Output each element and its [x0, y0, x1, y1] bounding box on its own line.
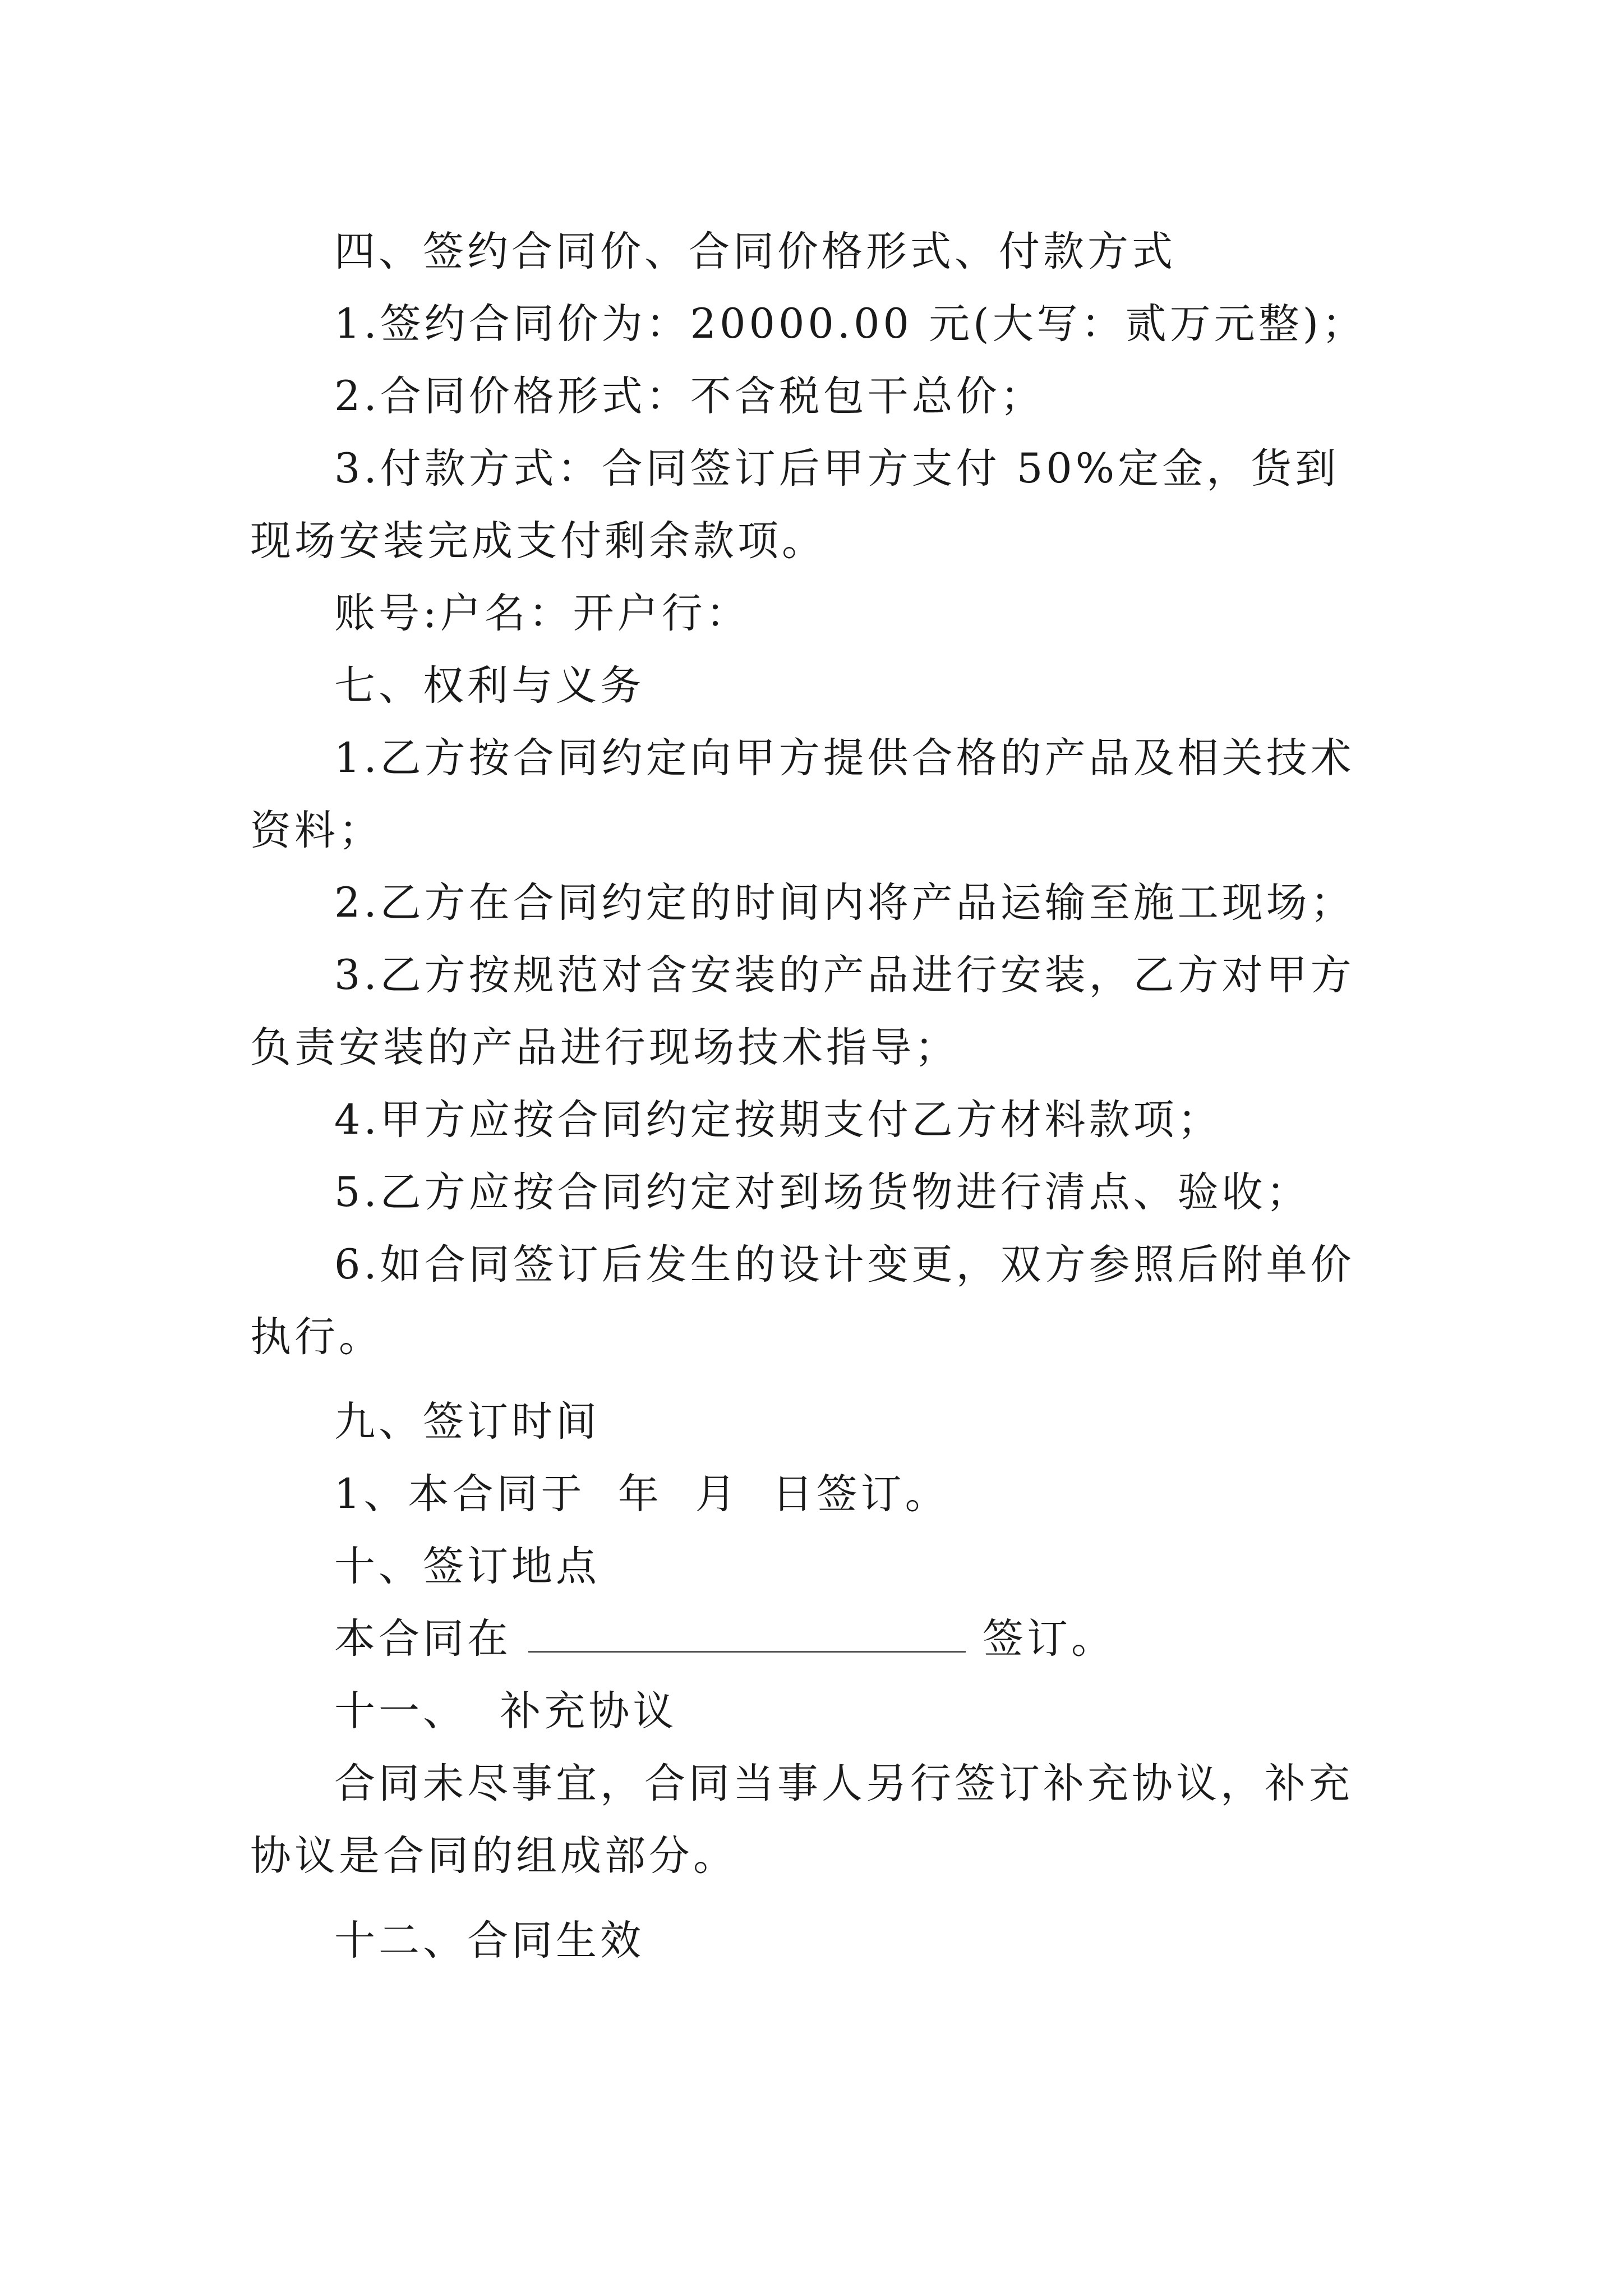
section-heading-supplementary: 十一、 补充协议	[334, 1687, 677, 1735]
payment-method-clause: 3.付款方式：合同签订后甲方支付 50%定金，货到现场安装完成支付剩余款项。	[250, 445, 1340, 565]
signing-date-line: 1、本合同于 年 月 日签订。	[334, 1470, 949, 1518]
obligation-item-1: 1.乙方按合同约定向甲方提供合格的产品及相关技术资料；	[250, 734, 1355, 854]
contract-price-clause: 1.签约合同价为：20000.00 元(大写：贰万元整)；	[334, 300, 1367, 348]
signing-place-prefix: 本合同在	[334, 1615, 511, 1663]
price-form-clause: 2.合同价格形式：不含税包干总价；	[334, 372, 1045, 420]
supplementary-clause: 合同未尽事宜，合同当事人另行签订补充协议，补充协议是合同的组成部分。	[250, 1760, 1353, 1880]
section-heading-price-payment: 四、签约合同价、合同价格形式、付款方式	[334, 228, 1176, 275]
signing-place-suffix: 签订。	[983, 1615, 1115, 1663]
bank-account-line: 账号:户名：开户行：	[334, 590, 750, 637]
signing-place-blank	[528, 1617, 966, 1653]
section-heading-signing-place: 十、签订地点	[334, 1543, 600, 1590]
obligation-item-6: 6.如合同签订后发生的设计变更，双方参照后附单价执行。	[250, 1241, 1355, 1361]
obligation-item-5: 5.乙方应按合同约定对到场货物进行清点、验收；	[334, 1168, 1311, 1216]
section-heading-effectiveness: 十二、合同生效	[334, 1917, 644, 1964]
obligation-item-3: 3.乙方按规范对含安装的产品进行安装，乙方对甲方负责安装的产品进行现场技术指导；	[250, 951, 1355, 1071]
signing-place-line	[250, 1603, 1377, 1675]
obligation-item-2: 2.乙方在合同约定的时间内将产品运输至施工现场；	[334, 879, 1355, 927]
document-body	[250, 215, 1377, 1977]
obligation-item-4: 4.甲方应按合同约定按期支付乙方材料款项；	[334, 1096, 1222, 1144]
section-heading-signing-time: 九、签订时间	[334, 1398, 600, 1446]
section-heading-rights-obligations: 七、权利与义务	[334, 662, 644, 710]
